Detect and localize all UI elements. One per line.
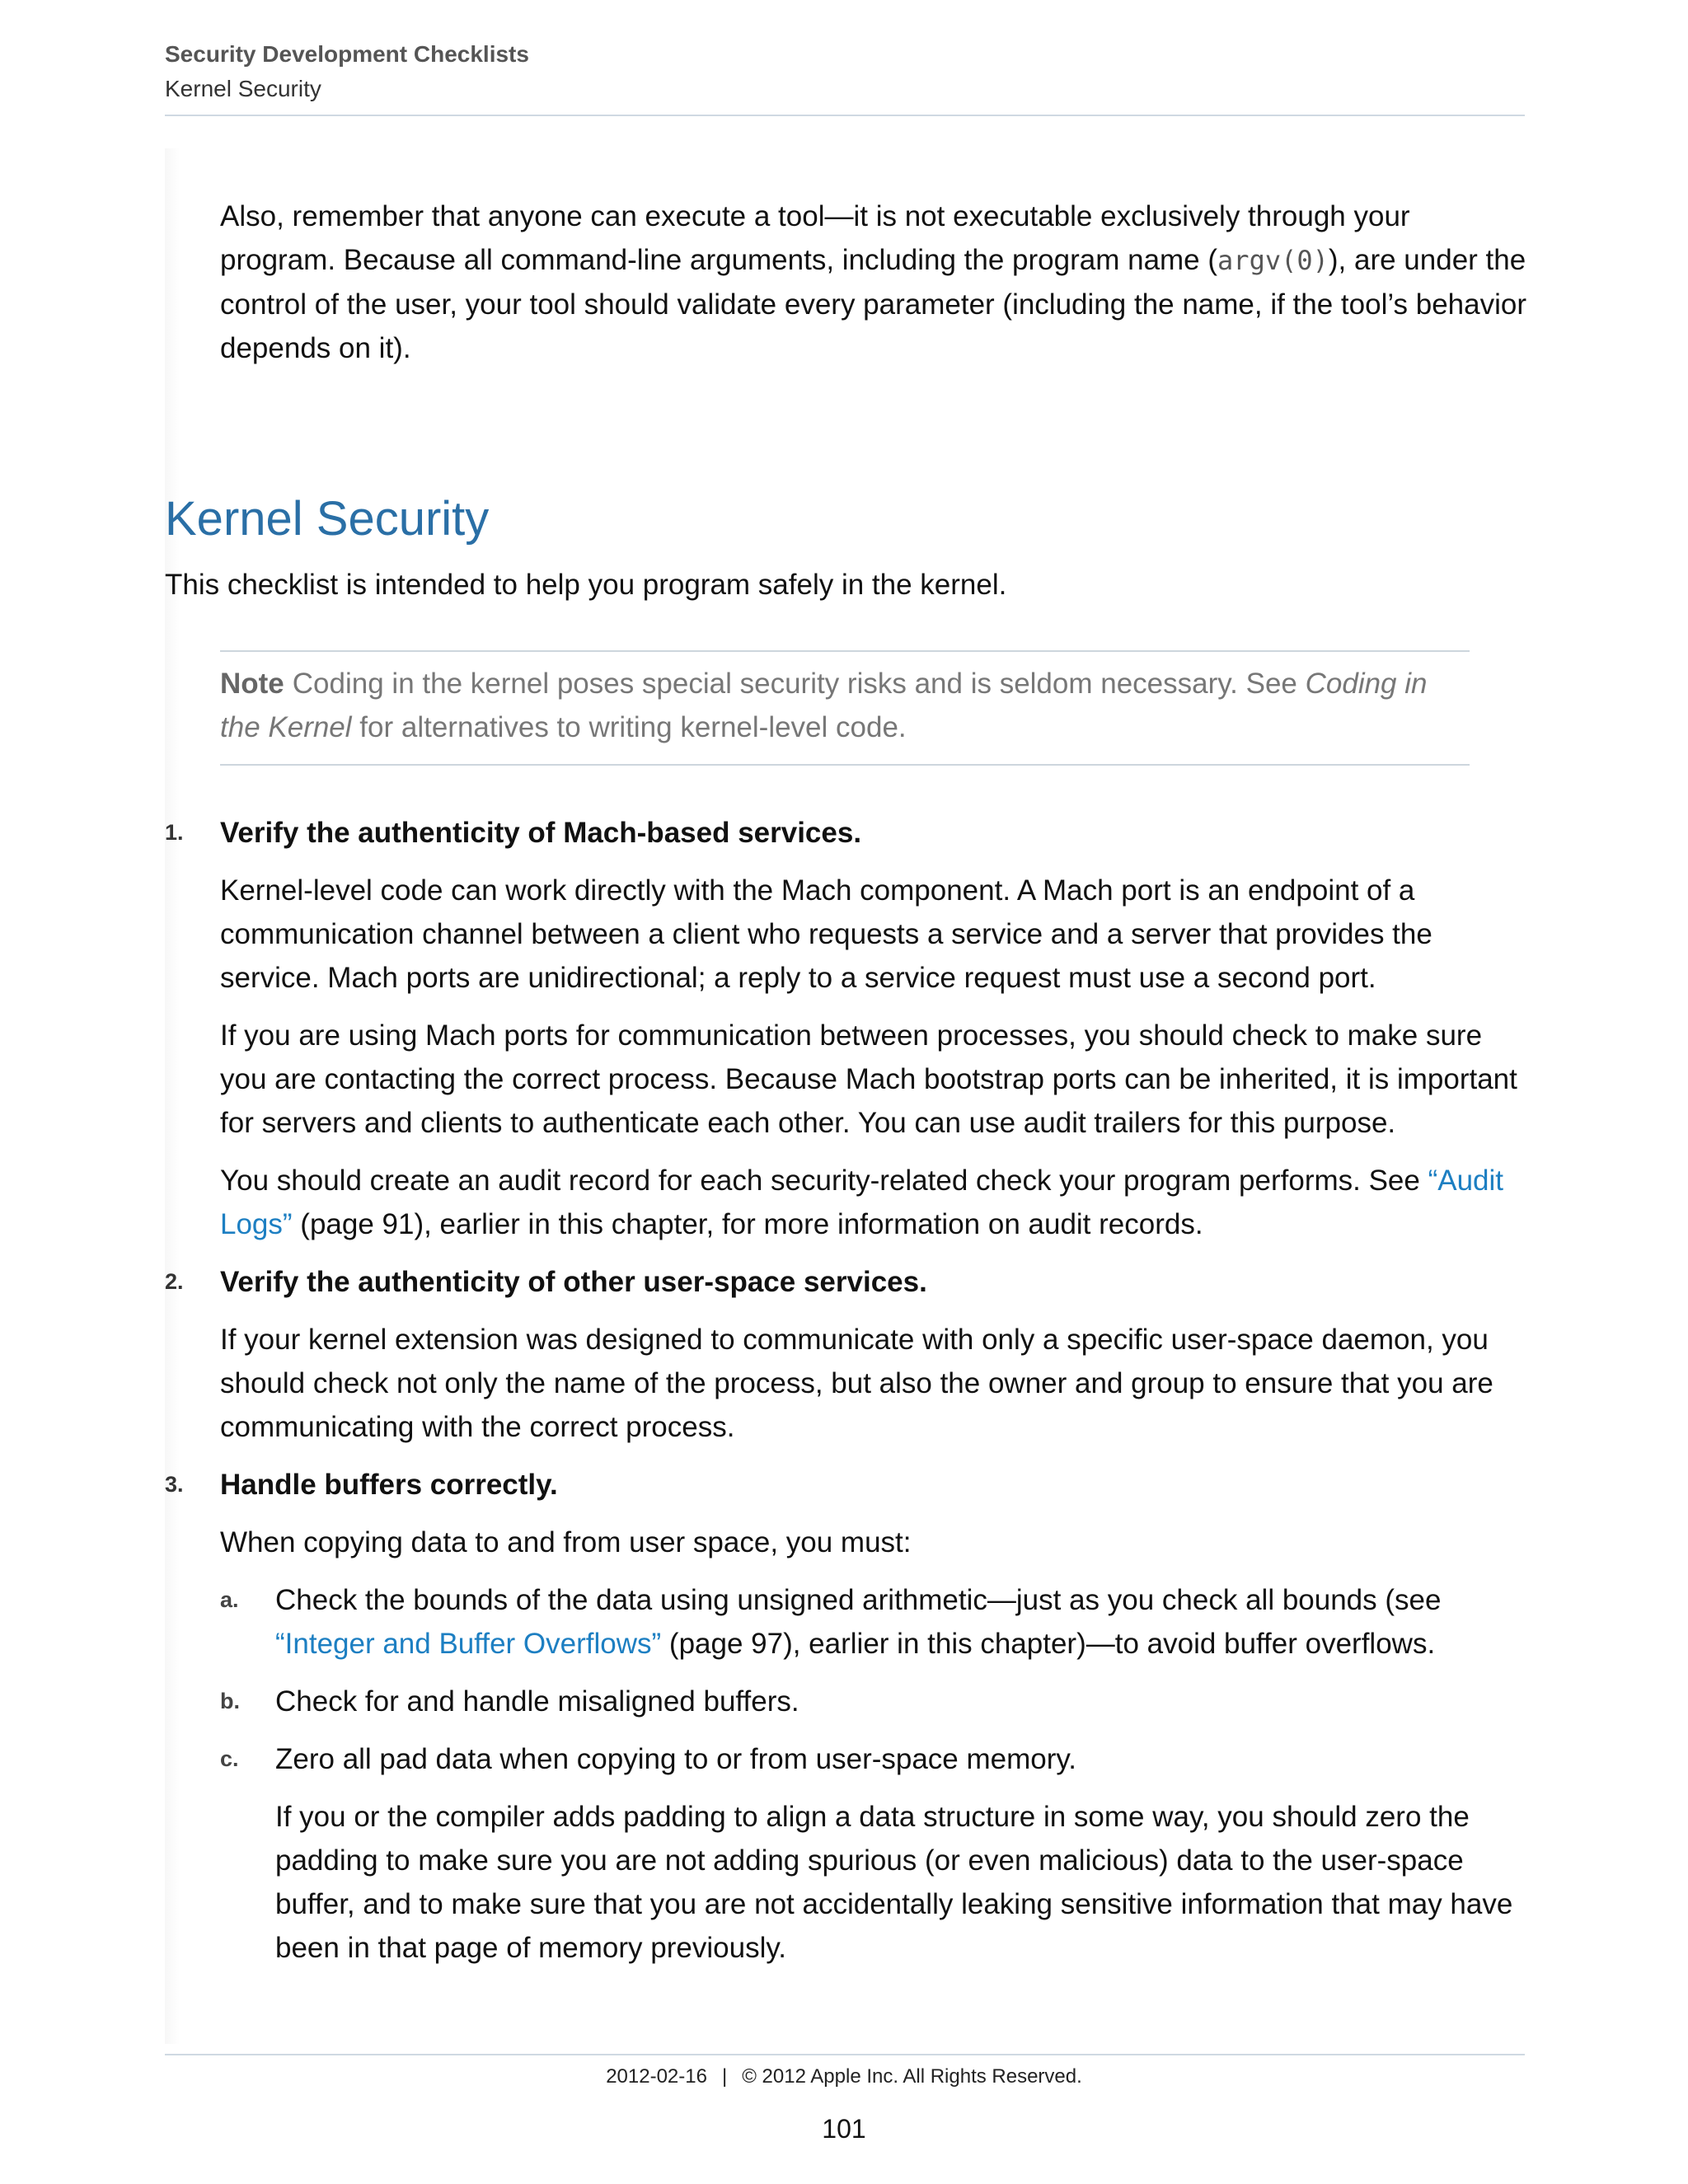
intro-code: argv(0) (1217, 245, 1329, 276)
section-lead: This checklist is intended to help you program safely in the kernel. (165, 569, 1007, 601)
intro-text-1: Also, remember that anyone can execute a tool—it is not executable exclusively through your program. Because all command-line arguments, including the program name ( (220, 200, 1410, 276)
footer-rule (165, 2054, 1525, 2055)
paragraph-text: You should create an audit record for each security-related check your program performs. See (220, 1165, 1428, 1197)
footer-copyright: © 2012 Apple Inc. All Rights Reserved. (742, 2065, 1082, 2088)
subitem-b (220, 1680, 1533, 1723)
header-title: Security Development Checklists (165, 41, 529, 67)
subitem-text-post: (page 97), earlier in this chapter)—to avoid buffer overflows. (661, 1628, 1436, 1660)
footer-line (0, 2060, 1688, 2093)
subitem-text-pre: Check the bounds of the data using unsigned arithmetic—just as you check all bounds (see (275, 1584, 1442, 1616)
item-paragraph: Kernel-level code can work directly with the Mach component. A Mach port is an endpoint of a communication channel between a client who requests a service and a server that provides the service. Mach ports are unidirectional; a reply to a service request must use a second port. (220, 874, 1432, 994)
integer-overflows-link[interactable]: “Integer and Buffer Overflows” (275, 1628, 662, 1660)
subitem-extra-paragraph: If you or the compiler adds padding to align a data structure in some way, you should zero the padding to make sure you are not adding spurious (or even malicious) data to the user-space buffer, and to make sure that you are not accidentally leaking sensitive information that may have been in that page of memory previously. (275, 1801, 1513, 1964)
subitem-letter: b. (220, 1689, 240, 1713)
subitem-text: Check for and handle misaligned buffers. (275, 1685, 799, 1718)
footer-separator: | (721, 2065, 728, 2088)
subitem-a (220, 1578, 1533, 1666)
item-paragraph: If you are using Mach ports for communication between processes, you should check to make sure you are contacting the correct process. Because Mach bootstrap ports can be inherited, it is important for servers and clients to authenticate each other. You can use audit trailers for this purpose. (220, 1019, 1517, 1139)
note-text (220, 662, 1470, 749)
footer-date: 2012-02-16 (606, 2065, 707, 2088)
running-header (165, 38, 1525, 105)
item-title: Handle buffers correctly. (220, 1469, 558, 1501)
note-label: Note (220, 668, 284, 700)
item-number: 1. (165, 820, 184, 845)
intro-paragraph (220, 194, 1531, 370)
note-text-1: Coding in the kernel poses special security risks and is seldom necessary. See (292, 668, 1306, 700)
intro-text-2: ), are under the control of the user, your tool should validate every parameter (including the name, if the tool’s behavior depends on it). (220, 244, 1526, 364)
item-number: 2. (165, 1269, 184, 1294)
section-title: Kernel Security (165, 492, 490, 546)
item-title: Verify the authenticity of other user-space services. (220, 1266, 927, 1298)
subitem-letter: a. (220, 1587, 239, 1612)
note-box (220, 650, 1470, 766)
subitem-c (220, 1737, 1533, 1970)
item-paragraph: When copying data to and from user space, you must: (220, 1526, 912, 1558)
subitem-text: Zero all pad data when copying to or from user-space memory. (275, 1743, 1077, 1775)
page-footer (0, 2060, 1688, 2149)
subitem-letter: c. (220, 1746, 239, 1771)
paragraph-text: (page 91), earlier in this chapter, for more information on audit records. (292, 1208, 1203, 1240)
checklist-item-2 (165, 1260, 1533, 1449)
checklist-item-1 (165, 811, 1533, 1246)
item-paragraph: If your kernel extension was designed to communicate with only a specific user-space daemon, you should check not only the name of the process, but also the owner and group to ensure that you are communicating with the correct process. (220, 1324, 1493, 1443)
item-paragraph (220, 1159, 1533, 1246)
header-rule (165, 115, 1525, 116)
item-number: 3. (165, 1472, 184, 1497)
page-number: 101 (822, 2114, 866, 2144)
note-reference: Coding in the Kernel (220, 668, 1428, 743)
item-title: Verify the authenticity of Mach-based services. (220, 817, 862, 849)
note-text-2: for alternatives to writing kernel-level code. (351, 711, 907, 743)
header-subtitle: Kernel Security (165, 76, 321, 101)
subitem-text (275, 1578, 1533, 1666)
audit-logs-link[interactable]: “Audit Logs” (220, 1165, 1504, 1240)
checklist (165, 811, 1533, 1984)
checklist-item-3 (165, 1463, 1533, 1970)
